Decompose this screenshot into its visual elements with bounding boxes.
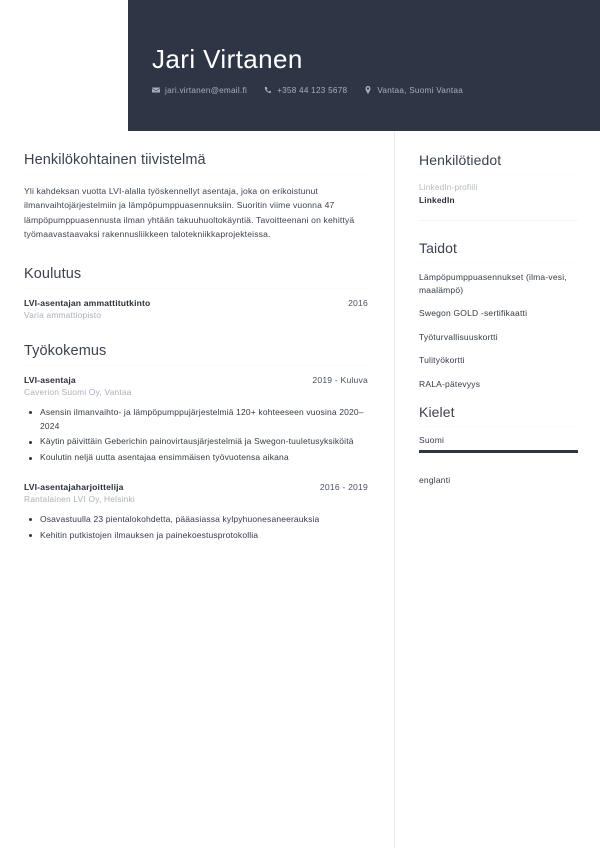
sidebar-divider xyxy=(419,220,578,221)
list-item: Kehitin putkistojen ilmauksen ja painekoestusprotokollia xyxy=(24,529,368,543)
candidate-name: Jari Virtanen xyxy=(152,44,303,74)
resume-header xyxy=(128,0,600,131)
phone-icon xyxy=(264,86,272,94)
list-item: RALA-pätevyys xyxy=(419,378,481,389)
language-name: englanti xyxy=(419,475,451,486)
experience-date: 2019 - Kuluva xyxy=(312,374,368,385)
contact-location[interactable] xyxy=(364,86,463,95)
personal-detail-item xyxy=(419,183,578,205)
experience-bullet-list xyxy=(24,513,368,543)
list-item: Swegon GOLD -sertifikaatti xyxy=(419,308,528,319)
section-title-experience: Työkokemus xyxy=(24,343,368,366)
contact-phone[interactable] xyxy=(264,86,347,95)
section-experience xyxy=(24,343,368,543)
main-column xyxy=(0,131,394,848)
section-title-skills: Taidot xyxy=(419,240,578,263)
experience-entry-header xyxy=(24,482,368,492)
list-item: Tulityökortti xyxy=(419,355,465,366)
section-education xyxy=(24,266,368,320)
education-institution: Varia ammattiopisto xyxy=(24,309,102,320)
experience-job-title: LVI-asentajaharjoittelija xyxy=(24,481,124,492)
language-item xyxy=(419,475,578,485)
experience-entry-header xyxy=(24,375,368,385)
list-item: Asensin ilmanvaihto- ja lämpöpumppujärjestelmiä 120+ kohteeseen vuosina 2020–2024 xyxy=(24,406,368,434)
linkedin-label: LinkedIn-profiili xyxy=(419,183,478,192)
summary-text: Yli kahdeksan vuotta LVI-alalla työskennellyt asentaja, joka on erikoistunut ilmanvaihtojärjestelmiin ja lämpöpumppuasennuksiin. Suoritin viime vuonna 47 lämpöpumppuasennusta ilman yhtään takuuhuoltokäyntiä. Tavoitteenani on kehittyä työmaavastaavaksi rakennusliikkeen talotekniikkaprojekteissa. xyxy=(24,186,355,240)
sidebar-column xyxy=(394,131,600,848)
contact-row xyxy=(152,86,600,95)
experience-employer: Rantalainen LVI Oy, Helsinki xyxy=(24,493,135,504)
list-item: Työturvallisuuskortti xyxy=(419,331,498,342)
section-title-personal-details: Henkilötiedot xyxy=(419,152,578,175)
contact-location-text: Vantaa, Suomi Vantaa xyxy=(377,85,464,95)
skills-list xyxy=(419,271,578,390)
experience-job-title: LVI-asentaja xyxy=(24,374,76,385)
list-item: Käytin päivittäin Geberichin painovirtausjärjestelmiä ja Swegon-tuuletusyksiköitä xyxy=(24,435,368,449)
section-skills xyxy=(419,240,578,390)
experience-entry xyxy=(24,482,368,543)
contact-email[interactable] xyxy=(152,86,247,95)
experience-employer: Caverion Suomi Oy, Vantaa xyxy=(24,386,132,397)
education-date: 2016 xyxy=(348,297,368,308)
contact-phone-text: +358 44 123 5678 xyxy=(277,85,348,95)
section-summary xyxy=(24,152,368,242)
education-entry-header xyxy=(24,298,368,308)
email-icon xyxy=(152,86,160,94)
education-degree: LVI-asentajan ammattitutkinto xyxy=(24,297,151,308)
list-item: Osavastuulla 23 pientalokohdetta, pääasiassa kylpyhuonesaneerauksia xyxy=(24,513,368,527)
location-pin-icon xyxy=(364,86,372,94)
resume-body xyxy=(0,131,600,848)
experience-entry xyxy=(24,375,368,465)
experience-bullet-list xyxy=(24,406,368,465)
education-entry xyxy=(24,298,368,320)
section-title-summary: Henkilökohtainen tiivistelmä xyxy=(24,152,368,175)
language-level-bar xyxy=(419,450,578,453)
language-spacer xyxy=(419,462,578,475)
linkedin-value[interactable]: LinkedIn xyxy=(419,195,455,205)
list-item: Lämpöpumppuasennukset (ilma-vesi, maalämpö) xyxy=(419,272,567,295)
section-title-languages: Kielet xyxy=(419,404,578,427)
contact-email-text: jari.virtanen@email.fi xyxy=(165,85,248,95)
section-title-education: Koulutus xyxy=(24,266,368,289)
section-personal-details xyxy=(419,152,578,221)
list-item: Koulutin neljä uutta asentajaa ensimmäisen työvuotensa aikana xyxy=(24,451,368,465)
experience-date: 2016 - 2019 xyxy=(319,481,368,492)
section-languages xyxy=(419,404,578,485)
language-item xyxy=(419,435,578,453)
language-name: Suomi xyxy=(419,435,445,446)
